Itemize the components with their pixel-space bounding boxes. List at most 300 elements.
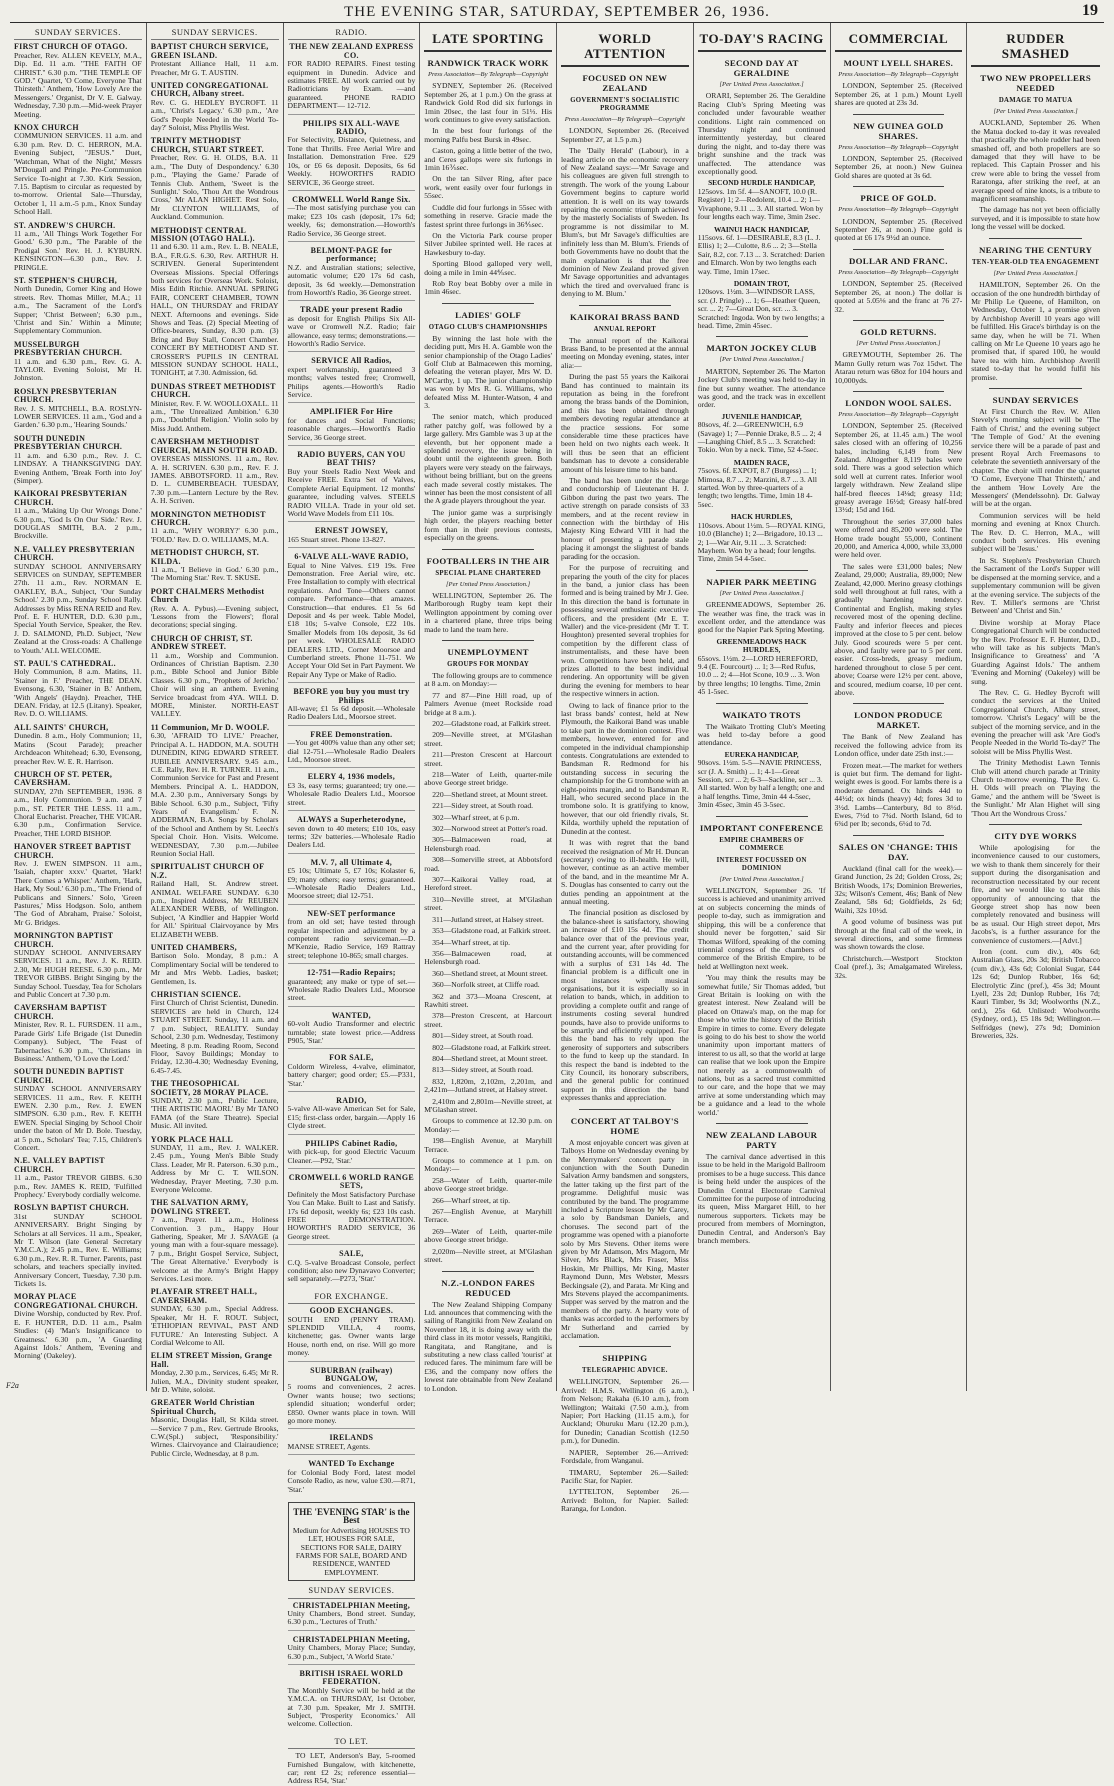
service-listing: [151, 1288, 279, 1347]
story-divider: [442, 640, 534, 641]
columns: [10, 23, 1104, 1786]
story-paragraph: 307—Kaikorai Valley road, at Hereford street.: [424, 875, 552, 893]
column-header: SUNDAY SERVICES.: [151, 28, 279, 40]
listing-name: CHRISTIAN SCIENCE.: [150, 990, 242, 1000]
story-paragraph: MARTON, September 26. The Marton Jockey Club's meeting was held to-day in fine but sunny weather. The attendance was good, and the track was in excellent order.: [697, 366, 826, 410]
ad-body: £5 10s; Ultimate 5, £7 10s; Kolaster 6, £9; many others; easy terms; guaranteed.—Wholesale Radio Dealers Ltd., Moorsoe street; dial 12-751.: [287, 866, 416, 901]
story-paragraph: While apologising for the inconvenience caused to our customers, we wish to thank them sincerely for their support during the disorganisation and reconstruction necessitated by our recent fire, and we would like to take this opportunity of announcing that the George street shop has now been completely renovated and business will be as usual. Our High street depot, Mrs Jacobs's, is a further assurance for the convenience of customers.—[Advt.]: [971, 843, 1100, 945]
story-byline: Press Association—By Telegraph—Copyright: [838, 143, 959, 151]
classified-ad: [288, 859, 416, 905]
story-paragraph: 356—Balmacewen road, at Helensburgh road.: [424, 948, 552, 967]
listing-name: UNITED CHAMBERS,: [150, 943, 237, 953]
listing-name: CAVERSHAM METHODIST CHURCH, MAIN SOUTH ROAD.: [150, 437, 278, 455]
story-paragraph: On the Victoria Park course proper Silver Jubilee sprinted well. He races at Hawkesbury to-day.: [424, 230, 552, 257]
story-divider: [989, 388, 1082, 389]
story-paragraph: 311—Jutland street, at Halsey street.: [432, 914, 544, 924]
story-headline: GOLD RETURNS.: [860, 326, 937, 337]
ad-title: BELMONT-PAGE for performance;: [310, 245, 393, 264]
story-divider: [853, 703, 945, 704]
story-paragraph: 220—Shetland street, at Mount street.: [432, 789, 548, 799]
listing-name: CAVERSHAM BAPTIST CHURCH.: [14, 1003, 107, 1021]
ad-body: Unity Chambers, Bond street. Sunday, 6.30 p.m., 'Lectures of Truth.': [287, 1608, 416, 1627]
ad-body: C.Q. 5-valve Broadcast Console, perfect condition; also new Dynavavo Converter; sell separately.—P273, 'Star.': [287, 1257, 416, 1284]
rudder-sections: [971, 73, 1100, 945]
listing-body: SUNDAY, 27th SEPTEMBER, 1936. 8 a.m., Holy Communion. 9 a.m. and 7 p.m., ST. PETER THE LESS. 11 a.m., Choral Eucharist. Preacher, THE VICAR. 6.30 p.m., Confirmation Service. Preacher, THE LORD BISHOP.: [14, 786, 142, 838]
service-listing: [14, 124, 142, 216]
listing-name: CHURCH OF CHRIST, ST. ANDREW STREET.: [150, 633, 253, 652]
ad-title: FOR SALE,: [329, 1053, 374, 1063]
advertising-box-title: THE 'EVENING STAR' is the Best: [293, 1506, 410, 1526]
section-header: COMMERCIAL: [835, 28, 963, 52]
race-name: MAIDEN RACE,: [733, 457, 790, 467]
story-paragraph: 'You may think the results may be somewhat futile,' Sir Thomas added, 'but Great Britain is looking on with the greatest interest. New Zealand will be placed on Ottawa's map, on the map for those who write the history of the British Empire in times to come. Every delegate is going to do his best to show the world unanimity upon important matters of interest to us all, so that the world at large can realise that we look upon the Empire not merely as a commonwealth of nations, but as a sacred trust committed to our care, and the hope that we may arrive at some understanding which may be a guidance and a lead to the whole world.': [697, 973, 826, 1117]
listing-body: Minister, Rev. R. L. FURSDEN. 11 a.m., Parade Girls' Life Brigade (1st Dunedin Company). Subject, 'The Feast of Tabernacles.' 6.30 p.m., 'Christians in Business.' Anthem, 'O Love the Lord.': [14, 1020, 142, 1063]
listing-body: Protestant Alliance Hall, 11 a.m. Preacher, Mr G. T. AUSTIN.: [150, 59, 279, 77]
story-paragraph: In St. Stephen's Presbyterian Church the Sacrament of the Lord's Supper will be dispensed at the morning service, and a supplementary communion will be given at the evening service. The subjects of the Rev. T. Miller's sermons are 'Christ Between' and 'Christ and Sin.': [971, 555, 1100, 616]
race-result: [698, 413, 826, 455]
ad-body: FOR RADIO REPAIRS. Finest testing equipment in Dunedin. Advice and estimates FREE. All work carried out by Radiotricians by Exam. —and guaranteed. PHONE RADIO DEPARTMENT— 12-712.: [287, 59, 416, 111]
listing-body: SUNDAY SCHOOL ANNIVERSARY SERVICES on SUNDAY, SEPTEMBER 27th. 11 a.m., Rev. NORMAN E. OAKLEY, B.A., Subject, 'Our Sunday School.' 2.30 p.m., Sunday School Rally. Addresses by Miss RENA REID and Rev. Prof. E. F. HUNTER, D.D. 6.30 p.m., Special Youth Service, Speaker, the Rev. J. D. SALMOND, Ph.D. Subject, 'New Zealand at the Cross-roads: A Challenge to Youth.' ALL WELCOME.: [14, 561, 142, 655]
story-paragraph: LONDON, September 25. (Received September 26, at 1 p.m.) Mount Lyell shares are quoted at 23s 3d.: [834, 81, 963, 108]
story-subheadline: ANNUAL REPORT: [593, 325, 657, 333]
service-listing: [14, 388, 142, 430]
story-paragraph: SYDNEY, September 26. (Received September 26, at 1 p.m.) On the grass at Randwick Gold Rod did six furlongs in 1min 20sec, the last four in 51⅓. His work continues to give every satisfaction.: [424, 81, 552, 125]
listing-body: (Rev. A. A. Pybus).—Evening subject, 'Lessons from the Flowers'; floral decorations; special singing.: [150, 603, 279, 630]
listing-body: Minister, Rev. F. W. WOOLLOXALL. 11 a.m., 'The Unrealized Ambition.' 6.30 p.m., 'Doubtful Religion.' Violin solo by Miss Judd. Anthem.: [150, 398, 279, 433]
story-paragraph: 813—Sidey street, at South road.: [432, 1065, 534, 1075]
listing-name: UNITED CONGREGATIONAL CHURCH, Albany street.: [150, 81, 268, 99]
story-divider: [716, 1123, 808, 1124]
listing-body: Dunedin. 8 a.m., Holy Communion; 11, Matins (Scout Parade); preacher Archdeacon Whitehead; 6.30, Evensong, preacher Rev. W. E. R. Harrison.: [14, 731, 142, 766]
story-paragraph: LONDON, September 25. (Received September 26, at noon.) New Guinea Gold shares are quoted at 3s 6d.: [834, 154, 963, 180]
story-paragraph: 269—Water of Leith, quarter-mile above George street bridge.: [424, 1226, 552, 1245]
classified-ad: [288, 1307, 416, 1361]
ad-title: PHILIPS Cabinet Radio,: [305, 1138, 398, 1148]
classified-ad: [288, 120, 416, 191]
race-placings: 125sovs. 1m 5f. 4—SANOFT, 10.0 (R. Register) 1; 2—Redolent, 10.4 ... 2; 1—Vivaphone, 9.11 ... 3. All started. Won by four lengths each way. Time, 3min 2sec.: [697, 186, 824, 222]
ad-body: for Colonial Body Ford, latest model Console Radio, as new, value £30.—R71, 'Star.': [287, 1467, 416, 1494]
ad-title: ALWAYS a Superheterodyne,: [296, 815, 406, 825]
listing-body: Railand Hall, St. Andrew street. ANIMAL WELFARE SUNDAY. 6.30 p.m., Inspired Address, Mr REUBEN ALEXANDER WEBB, of Wellington. Subject, 'A Kindlier and Happier World for All.' Spiritual Clairvoyance by Mrs ELIZABETH WEBB.: [150, 879, 279, 939]
news-story: [424, 549, 552, 634]
story-paragraph: Cuddle did four furlongs in 55sec with something in reserve. Gracie made the fastest sprint three furlongs in 36⅘sec.: [424, 202, 552, 229]
listing-name: METHODIST CHURCH, ST. KILDA.: [150, 548, 259, 566]
news-story: [561, 1109, 689, 1341]
story-divider: [853, 186, 945, 187]
story-divider: [853, 114, 945, 115]
service-listing: [14, 490, 142, 540]
story-subheadline: OTAGO CLUB'S CHAMPIONSHIPS: [428, 323, 548, 331]
ad-body: 60-volt Audio Transformer and electric turntable; state lowest price.—Address P905, 'Star.': [287, 1019, 416, 1046]
story-paragraph: WELLINGTON, September 26.—Arrived: H.M.S. Wellington (6 a.m.), from Nelson; Rakaha (6.10 a.m.), from Wellington; Waitaki (7.50 a.m.), from Napier; Port Hacking (11.15 a.m.), for Auckland; Ohuruku Maru (12.20 p.m.), for Dunedin; Canadian Scottish (12.50 p.m.), for Dunedin.: [561, 1377, 689, 1446]
story-paragraph: Frozen meat.—The market for wethers is quiet but firm. The demand for light-weight ewes is good. For lambs there is a moderate demand. Ox hinds 44d to 44½d; ox hinds (heavy) 4d; fores 3d to 3½d. Lambs—Canterbury, 8d to 8½d. Ewes, 7½d to 7¾d. North Island, 6d to 6¾d per lb; seconds, 6¼d to 7d.: [834, 760, 963, 829]
story-byline: Press Association—By Telegraph—Copyright: [564, 116, 686, 123]
race-name: DOMAIN TROT,: [733, 278, 790, 288]
column-commercial: [831, 23, 968, 1391]
service-listing: [14, 1293, 142, 1360]
listing-body: 11 and 6.30. 11 a.m., Rev. L. B. NEALE, B.A., F.R.G.S. 6.30, Rev. ARTHUR H. SCRIVEN. General Superintendent Overseas Missions. Special Offerings both services for Overseas Work. Soloist, Miss Edith Ritchie. ANNUAL SPRING FAIR, CONCERT CHAMBER, TOWN HALL, ON THURSDAY and FRIDAY NEXT. Afternoons and evenings. Side Shows and Teas. (2) Special Meeting of Office-bearers, Sunday, 8.30 p.m. (3) Bring and Buy Stall, Concert Chamber. CONCERT BY METHODIST AND ST. CROSSER'S PUPILS IN CENTRAL MISSION SUNDAY SCHOOL HALL, TONIGHT, at 7.30. Admission, 6d.: [150, 242, 279, 378]
classified-ad: [288, 1054, 416, 1092]
listing-body: COMMUNION SERVICES. 11 a.m. and 6.30 p.m. Rev. D. C. HERRON, M.A. Evening Subject, "JESUS." Duet, 'Watchman, What of the Night,' Messrs M'Dougall and Pringle. Pre-Communion Service To-night at 7.30. Kirk Session, 7.15. Baptism to circular as requested by to-morrow. Oriental Sale—Thursday, October 1, 11 a.m.-5 p.m., Knox Sunday School Hall.: [14, 131, 142, 217]
news-story: [835, 186, 963, 243]
news-story: [971, 73, 1100, 232]
listing-name: YORK PLACE HALL: [150, 1134, 234, 1144]
section-header: RUDDER SMASHED: [971, 28, 1100, 67]
classified-ad: [288, 969, 416, 1007]
story-paragraph: ORARI, September 26. The Geraldine Racing Club's Spring Meeting was concluded under favourable weather conditions. Light rain commenced on Thursday night and continued intermittently yesterday, but cleared during the night, and to-day there was bright sunshine and the track was unaffected. The attendance was exceptionally good.: [697, 91, 826, 177]
page-number: 19: [1082, 2, 1098, 19]
listing-name: DUNDAS STREET METHODIST CHURCH.: [150, 381, 276, 400]
service-listing: [151, 43, 279, 77]
ad-body: All-wave; £1 5s 6d deposit.—Wholesale Radio Dealers Ltd., Moorsoe street.: [287, 704, 416, 722]
news-story: [561, 305, 689, 1103]
story-paragraph: The sales were £31,000 bales; New Zealand, 29,000; Australia, 89,000; New Zealand, 42,000. Merino greasy clothings sold well throughout at full rates, with a gradually hardening tendency. Continental and English, making styles recovered most of the opening decline. Faulty and inferior fleeces and pieces improved at the close to 5 per cent. below July. Good scoureds were 5 per cent. above, and faulty were par to 5 per cent. easier. Cross-breds, greasy medium, hardened throughout to close 5 per cent. above; Coarse were 12½ per cent. above, and scoured, medium coarse, 10 per cent. above.: [834, 561, 963, 697]
classified-ad: [288, 688, 416, 726]
listing-name: TRINITY METHODIST CHURCH, STUART STREET.: [150, 136, 264, 154]
listing-name: ALL SAINTS' CHURCH,: [14, 722, 109, 732]
corner-mark: F2a: [6, 1381, 19, 1390]
classified-ad: [288, 247, 416, 301]
service-listing: [151, 863, 279, 939]
classified-ad: [288, 1097, 416, 1135]
classified-ad: [288, 196, 416, 242]
world-sections: [561, 73, 689, 1514]
story-paragraph: In the best four furlongs of the morning Palfu best Bursk in 49sec.: [424, 126, 552, 144]
story-paragraph: The 'Daily Herald' (Labour), in a leading article on the economic recovery of New Zealand says:—'Mr Savage and his colleagues are given full strength to strength. The work of the young Labour Government begins to capture world attention. It is well on its way towards repairing the economic triumph achieved by the masterly Socialists of Sweden. Its programme is not dissimilar to M. Blum's, but Mr Savage's difficulties are infinitely less than M. Blum's. Friends of both Governments have no doubt that the main explanation is that the free dominion of New Zealand proved given Mr Savage opportunities and advantages which the tired and overvalued franc is denying to M. Blum.': [561, 146, 689, 299]
race-result: [698, 179, 826, 221]
story-paragraph: The Trinity Methodist Lawn Tennis Club will attend church parade at Trinity Church to-morrow evening. The Rev. G. H. Olds will preach on 'Playing the Game,' and the anthem will be 'Sweet is the Sunlight.' Mr Alan Highet will sing 'Thou Art the Wondrous Cross.': [971, 758, 1100, 818]
exchange-ads: [288, 1307, 416, 1497]
story-paragraph: LONDON, September 25. (Received September 26, at noon.) The dollar is quoted at 5.05⅛ and the franc at 76 27-32.: [834, 279, 963, 314]
classified-ad: [288, 1012, 416, 1050]
section-header: TO-DAY'S RACING: [698, 28, 826, 52]
story-divider: [716, 703, 808, 704]
column-sporting: [420, 23, 557, 1391]
service-listing: [151, 227, 279, 378]
news-story: [835, 703, 963, 828]
ad-body: guaranteed; any make or type of set.—Wholesale Radio Dealers Ltd., Moorsoe street.: [287, 976, 416, 1003]
ad-body: as deposit for English Philips Six All-wave or Cromwell N.Z. Radio; fair allowance, easy terms; demonstrations.—Howorth's Radio Service.: [287, 313, 416, 348]
classified-ad: [288, 1140, 416, 1169]
service-listing: [14, 724, 142, 766]
story-paragraph: The following groups are to commence at 8 a.m. on Monday:—: [424, 670, 552, 689]
ad-title: WANTED,: [331, 1010, 371, 1020]
story-paragraph: The financial position as disclosed by the balance-sheet is satisfactory, showing an increase of £10 15s 4d. The credit balance over that of the previous year, and the current year, after providing for outstanding accounts, will be commenced with a surplus of £31 14s 4d. The financial problem is a difficult one in most instances with musical organisations, but it is especially so in relation to bands, which, in addition to providing a complete outfit and range of instruments costing several hundred pounds, have also to provide uniforms to be smartly and efficiently equipped. For this the band has to rely upon the generosity of supporters and subscribers to the fund to keep up the standard. In this respect the band is indebted to the City Council, its honorary subscribers, and the general public for continued support in this direction the band expresses thanks and appreciation.: [561, 908, 689, 1103]
news-story: [698, 570, 826, 697]
listing-body: 11 a.m., Pastor TREVOR GIBBS. 6.30 p.m., Rev. JAMES K. REID, 'Fulfilled Prophecy.' Everybody cordially welcome.: [14, 1173, 142, 1199]
ad-title: SALE,: [339, 1249, 364, 1259]
story-paragraph: The damage has not yet been officially surveyed, and it is impossible to state how long the vessel will be docked.: [971, 205, 1100, 232]
story-paragraph: HAMILTON, September 26. On the occasion of the one hundredth birthday of Mr Philip Le Queene, of Hamilton, on Wednesday, October 1, a promise given by Archbishop Averill 10 years ago will be fulfilled. His Grace's birthday is on the same day, when he will be 71. When calling on Mr Le Queene 10 years ago he promised that, if spared 100, he would have tea with him. Archbishop Averill stated to-day that he would fulfil his promise.: [971, 280, 1100, 382]
race-result: [698, 459, 826, 509]
story-paragraph: At First Church the Rev. W. Allen Stevely's morning subject will be 'The Faith of Christ,' and the evening subject 'The Temple of God.' At the evening service there will be a parade of past and present Royal Arch Freemasons to celebrate the seventieth anniversary of the chapter. The choir will render the quartet 'O Come, Everyone That Thirsteth,' and the anthem 'How Lovely Are the Messengers' (Mendelssohn). Dr. Galway will be at the organ.: [971, 406, 1100, 509]
story-subheadline: EMPIRE CHAMBERS OF COMMERCE: [719, 836, 804, 852]
race-placings: 115sovs. 6f. 1—DESIRABLE, 8.3 (L. J. Ellis) 1; 2—Culotte, 8.6 ... 2; 3—Stella Sair, 8.2, cor. 7.13 ... 3. Scratched: Darien and Elmarch. Won by two lengths each way. Time, 1min 17sec.: [697, 232, 825, 276]
race-placings: 75sovs. 6f. EXPOT, 8.7 (Burgess) ... 1; Mimosa, 8.7 ... 2; Marzini, 8.7 ... 3. All started. Won by three-quarters of a length; two lengths. Time, 1min 18 4-5sec.: [697, 466, 817, 509]
listing-name: HANOVER STREET BAPTIST CHURCH.: [14, 842, 132, 860]
race-result: [698, 513, 826, 563]
listing-body: 11 a.m. and 6.30 p.m., Rev. J. C. LINDSAY. A THANKSGIVING DAY. Evening Anthem, 'Break Forth into Joy' (Simper).: [14, 450, 142, 485]
ad-title: WANTED To Exchange: [308, 1459, 395, 1469]
ad-title: CHRISTADELPHIAN Meeting,: [292, 1634, 411, 1644]
ad-body: For Selectivity, Distance, Quietness, and Tone that Thrills. Free Aerial Wire and Installation. Demonstration Free. £29 10s, or £6 6s deposit. Deposits, 6s 6d Weekly. HOWORTH'S RADIO SERVICE, 36 George street.: [287, 135, 416, 187]
story-paragraph: LONDON, September 25. (Received September 26, at 11.45 a.m.) The wool sales closed with an offering of 10,256 bales, including 6,149 from New Zealand. Altogether 8,119 bales were sold. There was a good selection which sold well at current rates. Inferior wool largely withdrawn. New Zealand slipe half-bred fleeces 14⅛d; greasy 11d; greasy average 16½d; Greasy half-bred 13½d; 15d and 16d.: [834, 421, 963, 515]
listing-name: KNOX CHURCH: [14, 123, 79, 133]
ad-body: £3 3s, easy terms; guaranteed; try one.—Wholesale Radio Dealers Ltd., Moorsoe street.: [287, 780, 416, 807]
race-name: WAINUI HACK HANDICAP,: [714, 224, 810, 234]
story-byline: Press Association—By Telegraph—Copyright: [427, 71, 549, 78]
listing-body: Holy Communion, 8 a.m. Matins, 11. 'Stainer in F.' Preacher, THE DEAN. Evensong, 6.30, 'Stainer in B.' Anthem, 'With Angels' (Haydn). Preacher, THE DEAN. Friday, at 12.5 (Litany). Speaker, Rev. D. O. WILLIAMS.: [14, 667, 142, 719]
classified-ad: [288, 773, 416, 811]
news-story: [698, 816, 826, 1117]
story-paragraph: 354—Wharf street, at tip.: [432, 937, 511, 947]
ad-title: IRELANDS: [329, 1433, 374, 1443]
story-headline: LONDON PRODUCE MARKET.: [854, 710, 943, 731]
news-story: [424, 303, 552, 543]
story-paragraph: 310—Neville street, at M'Glashan street.: [424, 894, 552, 913]
story-paragraph: On the tan Silver Ring, after pace work, went easily over four furlongs in 55sec.: [424, 174, 552, 201]
ad-title: SERVICE All Radios,: [311, 356, 392, 366]
ad-body: from an old set; have tested through regular inspection and adjustment by a competent radio serviceman.—D. M'Kenzie, Radio Service, 169 Rattray street; telephone 10-865; small charges.: [287, 917, 416, 960]
ad-title: ELERY 4, 1936 models,: [307, 772, 396, 782]
news-story: [835, 249, 963, 314]
column-header: RADIO.: [288, 28, 416, 40]
story-byline: [Per United Press Association.]: [719, 589, 804, 597]
classified-ad: [288, 816, 416, 854]
news-story: [835, 391, 963, 697]
listing-name: ROSLYN PRESBYTERIAN CHURCH.: [14, 386, 117, 405]
story-headline: SALES ON 'CHANGE: THIS DAY.: [838, 841, 958, 862]
service-listing: [151, 438, 279, 505]
story-paragraph: Rob Roy beat Bobby over a mile in 1min 46sec.: [424, 278, 552, 297]
column-radio: [284, 23, 421, 1786]
story-headline: WAIKATO TROTS: [722, 709, 801, 720]
share-list-tail: Iron (cont. cum div.), 40s 6d; Australian Glass, 20s 3d; British Tobacco (cum div.), 43s 6d; Colonial Sugar, £44 12s 6d; Dunlop Rubber, 16s 6d; Electrolytic Zinc (pref.), 45s 3d; Mount Lyell, 23s 2d; Dunlop Rubber, 16s 7d; Kauri Timber, 9s 3d; Woolworths (N.Z., ord.), 25s 6d. Unlisted: Woolworths (Sydney, ord.), £5 18s 9d; Wellington.—Selfridges (new), 27s 9d; Dominion Breweries, 32s.: [971, 946, 1100, 1040]
ad-title: 6-VALVE ALL-WAVE RADIO,: [294, 552, 409, 562]
ad-title: BRITISH ISRAEL WORLD FEDERATION.: [299, 1669, 404, 1687]
news-story: [424, 640, 552, 1265]
column-rudder: [967, 23, 1104, 1391]
column-world: [557, 23, 694, 1514]
sporting-sections: [424, 58, 552, 1393]
story-byline: [Per United Press Association.]: [719, 81, 804, 88]
story-headline: SHIPPING: [602, 1353, 648, 1364]
news-story: [698, 703, 826, 810]
listing-body: Divine Worship, conducted by Rev. Prof. E. F. HUNTER, D.D. 11 a.m., Psalm Studies: (4) 'Man's Insignificance to Greatness.' 6.30 p.m., 'A Guarding Against Idols.' Anthem, 'Evening and Morning' (Oakeley).: [14, 1309, 142, 1361]
story-paragraph: 832, 1,820m, 2,102m, 2,201m, and 2,421m—Jutland street, at Halsey street.: [424, 1076, 552, 1095]
classified-ad: [288, 408, 416, 446]
story-divider: [853, 320, 945, 321]
story-paragraph: GREENMEADOWS, September 26. The weather was fine, the track was in excellent order, and the attendance was good for the Napier Park Spring Meeting.: [697, 600, 826, 635]
service-listing: [151, 1352, 279, 1394]
story-paragraph: 258—Water of Leith, quarter-mile above George street bridge.: [424, 1175, 552, 1194]
listing-body: Monday, 2.30 p.m., Services, 6.45; Mr R. Julien, M.A., Divinity student speaker, Mr D. White, soloist.: [150, 1368, 279, 1394]
listing-body: Rev. C. G. HEDLEY BYCROFT. 11 a.m., 'Christ's Legacy.' 6.30 p.m., 'Are God's People Needed in the World To-day?' Soloist, Miss Phyllis West.: [150, 97, 279, 133]
story-paragraph: Owing to lack of finance prior to the last brass bands' contest, held at New Plymouth, the Kaikorai Band was unable to take part in the dominion contest. Five members, however, entered for and competed in the individual championship contests. Congratulations are extended to Bandsman R. Redmond for his outstanding success in securing the championship for the G trombone with an eight-points margin, and to Bandsman R. Hall, who secured second place in the trombone solo. It is gratifying to know, however, that our old friendly rivals, St. Kilda, worthily upheld the reputation of Dunedin at the contest.: [561, 700, 689, 836]
service-listing: [14, 435, 142, 485]
story-divider: [853, 391, 945, 392]
story-paragraph: Caston, going a little better of the two, and Ceres gallops were six furlongs in 1min 16⅗sec.: [424, 146, 552, 173]
story-paragraph: 305—Balmacewen road, at Helensburgh road.: [424, 835, 552, 853]
services-left-list: [14, 43, 142, 1360]
ad-title: SUBURBAN (railway) BUNGALOW,: [310, 1365, 393, 1384]
exchange-header: FOR EXCHANGE.: [288, 1292, 416, 1304]
service-listing: [151, 588, 279, 630]
listing-body: 7 a.m., Prayer. 11 a.m., Holiness Convention. 3 p.m., Happy Hour Gathering, Speaker, Mr J. SAVAGE (a young man with a four-square message). 7 p.m., Bright Gospel Service, Subject, 'The Great Alternative.' Everybody is welcome at the Army's Bright Happy Services. Lesi more.: [150, 1215, 279, 1284]
listing-body: 11 a.m., 'All Things Work Together For Good.' 6.30 p.m., 'The Parable of the Prodigal Son.' Rev. H. J. KYBURN. KENSINGTON—6.30 p.m., Rev. J. PRINGLE.: [14, 228, 142, 272]
ad-title: RADIO BUYERS, CAN YOU BEAT THIS?: [297, 450, 406, 468]
story-paragraph: 221—Sidey street, at South road.: [432, 801, 534, 811]
story-subheadline: TELEGRAPHIC ADVICE.: [581, 1367, 668, 1375]
listing-name: 11 Communion, Mr D. WOOLF.: [150, 722, 270, 732]
service-listing: [14, 222, 142, 272]
ad-body: —You get 400% value than any other set; dial 12-751.—Wholesale Radio Dealers Ltd., Moorsoe street.: [287, 738, 416, 765]
race-placings: 120sovs. 1½m. 3—WINDSOR LASS, scr. (J. Pringle) ... 1; 6—Heather Queen, scr. ... 2; 7—Great Don, scr. ... 3. Scratched: Ingoda. Won by two lengths; a head. Time, 2min 45sec.: [697, 287, 825, 330]
service-listing: [14, 277, 142, 336]
listing-body: SUNDAY, 2.30 p.m., Public Lecture, 'THE ARTISTIC MAORI.' By Mr TANO FAMA (of the Stare Theatre). Special Music. All invited.: [150, 1095, 279, 1131]
race-name: EUREKA HANDICAP,: [724, 749, 799, 759]
listing-name: ROSLYN BAPTIST CHURCH.: [14, 1203, 129, 1213]
race-result: [698, 280, 826, 330]
news-story: [971, 388, 1100, 818]
listing-name: FIRST CHURCH OF OTAGO.: [14, 42, 128, 52]
ad-title: ERNEST JOWSEY,: [314, 526, 388, 536]
service-listing: [151, 1399, 279, 1458]
story-paragraph: TIMARU, September 26.—Sailed: Pacific Star, for Napier.: [561, 1467, 689, 1485]
classified-ad: [288, 357, 416, 403]
service-listing: [151, 1199, 279, 1283]
ad-body: seven down to 40 meters; £10 10s, easy terms; 32v batteries.—Wholesale Radio Dealers Ltd.: [287, 823, 416, 850]
ad-body: 165 Stuart street. Phone 13-827.: [287, 534, 386, 544]
story-divider: [579, 1346, 671, 1347]
ad-body: Buy your Steels Radio Next Week and Receive FREE. Extra Set of Valves, Complete Aerial Equipment. 12 months' guarantee, including valves. STEELS RADIO VILLA. Trade in your old set. World Wave Models from £11 10s.: [287, 466, 416, 518]
story-paragraph: Groups to commence at 12.30 p.m. on Monday:—: [424, 1116, 552, 1134]
story-paragraph: Christchurch.—Westport Stockton Coal (pref.), 3s; Amalgamated Wireless, 32s.: [834, 953, 963, 980]
race-name: JUVENILE HANDICAP,: [721, 411, 802, 421]
race-placings: 90sovs. 1½m. 5-5—NAVIE PRINCESS, scr (J. A. Smith) ... 1; 4-1—Great Session, scr ... 2; 6-3—Sackline, scr ... 3. All started. Won by half a length; one and a half lengths. Time, 3min 44 4-5sec, 3min 45sec, 3min 45 3-5sec.: [697, 758, 825, 810]
service-listing: [151, 1080, 279, 1130]
listing-body: 11 a.m., 'I Believe in God.' 6.30 p.m., 'The Morning Star.' Rev. T. SKUSE.: [150, 564, 279, 583]
listing-body: 11 a.m., Worship and Communion. Ordinances of Christian Baptism. 2.30 p.m., Bible School and Junior Bible Classes. 6.30 p.m., 'Prophets of Jericho.' Choir will sing an anthem. Evening Service broadcast from 4YA. WILL D. MORE, Minister. NORTH-EAST VALLEY.: [150, 650, 279, 719]
story-headline: FOCUSED ON NEW ZEALAND: [582, 73, 668, 93]
listing-name: N.E. VALLEY PRESBYTERIAN CHURCH.: [14, 544, 135, 563]
story-paragraph: 353—Gladstone road, at Falkirk street.: [432, 926, 551, 936]
service-listing: [14, 1157, 142, 1199]
ad-body: N.Z. and Australian stations; selective, automatic volume; £20 17s 6d cash, deposit, 3s 6d weekly.—Demonstration from Howorth's Radio, 36 George street.: [287, 262, 416, 297]
race-result: [698, 751, 826, 810]
listing-body: 11 a.m. and 6.30 p.m., Rev. G. A. TAYLOR. Evening Soloist, Mr H. Johnston.: [14, 356, 142, 383]
classified-ad: [288, 1636, 416, 1665]
story-divider: [716, 816, 808, 817]
service-listing: [14, 1068, 142, 1152]
service-listing: [151, 635, 279, 719]
service-listing: [14, 660, 142, 719]
story-paragraph: The New Zealand Shipping Company Ltd. announces that commencing with the sailing of Rangitiki from New Zealand on November 18, it is doing away with the third class in its motor vessels, Rangitiki, Rangitata, and Rangitane, and is substituting a new class called 'tourist' at reduced fares. The minimum fare will be £36, and the company now offers the lowest rate obtainable from New Zealand to London.: [424, 1299, 552, 1393]
classified-ad: [288, 910, 416, 964]
ad-body: with pick-up, for good Electric Vacuum Cleaner.—P92, 'Star.': [287, 1147, 416, 1165]
story-headline: DOLLAR AND FRANC.: [849, 255, 948, 266]
ad-body: SOUTH END (PENNY TRAM). SPLENDID VILLA, 4 rooms, kitchenette; gas. Owner wants large House, north end, on rise. Will go more money.: [287, 1314, 416, 1358]
service-listing: [14, 771, 142, 838]
listing-body: SUNDAY, 11 a.m., Rev. J. WALKER. 2.45 p.m., Young Men's Bible Study Class. Leader, Mr R. Paterson. 6.30 p.m., Address by Mr C. T. WILSON. Wednesday, Prayer Meeting, 7.30 p.m. Everyone Welcome.: [150, 1142, 279, 1194]
news-story: [424, 1271, 552, 1393]
race-placings: 110sovs. About 1½m. 5—ROYAL KING, 10.0 (Blanche) 1; 2—Brigadore, 10.13 ... 2; 1—War Air, 9.11 ... 3. Scratched: Mayhem. Won by a head; four lengths. Time, 2min 54 4-5sec.: [697, 520, 826, 564]
listing-name: ST. PAUL'S CATHEDRAL.: [14, 659, 116, 669]
story-paragraph: GREYMOUTH, September 26. The Mamn Gully return was 7oz 15dwt. The Atarau return was 68oz for 104 hours and 10,000yds.: [834, 350, 963, 385]
story-paragraph: 211—Preston Crescent at Harcourt street.: [424, 750, 552, 768]
service-listing: [151, 944, 279, 986]
news-story: [561, 1346, 689, 1513]
listing-body: SUNDAY SCHOOL ANNIVERSARY SERVICES. 11 a.m., Rev. F. KEITH EWEN. 2.30 p.m., Rev. J. EWEN SIMPSON. 6.30 p.m., Rev. F. KEITH EWEN. Special Singing by School Choir under the baton of Mr D. Bole. Tuesday, at 5 p.m., Scholars' Tea; 7.15, Children's Concert.: [14, 1084, 142, 1152]
service-listing: [151, 724, 279, 859]
story-paragraph: The Rev. C. G. Hedley Bycroft will conduct the services at the United Congregational Church, Albany street, tomorrow. 'Christ's Legacy' will be the subject of the morning service, and in the evening the preacher will ask 'Are God's People Needed in the World To-day?' The soloist will be Miss Phyllis West.: [971, 687, 1100, 756]
ad-title: TRADE your present Radio: [300, 305, 403, 315]
story-headline: IMPORTANT CONFERENCE: [699, 822, 824, 833]
story-paragraph: 302—Norwood street at Potter's road.: [432, 824, 548, 834]
story-divider: [989, 824, 1082, 825]
race-placings: 80sovs, 4f. 2—GREENWICH, 6.9 (Savage) 1; 7—Pennie Drake, 8.5 ... 2; 4—Laughing Chief, 8.5 ... 3. Scratched: Tokio. Won by a neck. Time, 52 4-5sec.: [697, 420, 822, 455]
story-paragraph: LONDON, September 25. (Received September 26, at noon.) Fine gold is quoted at £6 17s 9½d an ounce.: [834, 216, 963, 243]
story-byline: Press Association—By Telegraph—Copyright: [838, 71, 959, 78]
ad-body: —The most satisfying purchase you can make; £23 10s cash (deposit, 17s 6d; weekly, 6s; demonstration.—Howorth's Radio Service, 36 George street.: [287, 203, 416, 238]
ad-body: Definitely the Most Satisfactory Purchase You Can Make. Built to Last and Satisfy. 17s 6d deposit, weekly 6s; £23 10s cash. FREE DEMONSTRATION. HOWORTH'S RADIO SERVICE, 36 George street.: [287, 1189, 416, 1241]
story-divider: [853, 835, 945, 836]
story-paragraph: Communion services will be held morning and evening at Knox Church. The Rev. D. C. Herron, M.A., will conduct both services. His evening subject will be 'Jesus.': [971, 510, 1100, 554]
story-headline: PRICE OF GOLD.: [860, 193, 937, 204]
service-listing: [151, 549, 279, 583]
story-paragraph: 302—Wharf street, at 6 p.m.: [432, 812, 520, 822]
story-headline: CONCERT AT TALBOY'S HOME: [570, 1115, 679, 1136]
news-story: [835, 320, 963, 385]
news-story: [835, 58, 963, 108]
listing-name: ST. STEPHEN'S CHURCH,: [14, 275, 118, 285]
ad-body: Coldorm Wireless, 4-valve, eliminator, battery charger; good order; £5.—P331, 'Star.': [287, 1061, 416, 1088]
story-byline: [Per United Press Association.]: [993, 269, 1078, 277]
story-paragraph: For the purpose of recruiting and preparing the youth of the city for places in the band, a junior class has been formed and is being trained by Mr J. Gee. In this direction the band is fortunate in possessing several enthusiastic executive officers, and the president (Mr E. T. Waller) and the vice-president (Mr T. T. Houghton) presented several trophies for competition by the different class of instrumentalists, and these have been won. Competitions have been held, and prizes allotted to the best individual rendering. An opportunity will be given during the evening for members to hear the respective winners in action.: [561, 563, 689, 699]
column-racing: [694, 23, 831, 1391]
story-subheadline: SPECIAL PLANE CHARTERED: [435, 569, 541, 577]
service-listing: [14, 843, 142, 927]
classified-ad: [288, 731, 416, 769]
story-headline: SUNDAY SERVICES: [992, 394, 1079, 405]
race-result: [698, 638, 826, 697]
story-divider: [579, 1109, 671, 1110]
listing-name: MUSSELBURGH PRESBYTERIAN CHURCH.: [14, 339, 123, 358]
story-byline: [Per United Press Association.]: [856, 339, 941, 347]
story-headline: MARTON JOCKEY CLUB: [706, 343, 817, 354]
classified-ad: [288, 1434, 416, 1455]
ad-title: BEFORE you buy you must try Philips: [293, 687, 410, 705]
story-headline: N.Z.-LONDON FARES REDUCED: [441, 1277, 535, 1298]
story-headline: NEW GUINEA GOLD SHARES.: [853, 120, 944, 141]
service-listing: [14, 1204, 142, 1288]
story-headline: KAIKORAI BRASS BAND: [569, 311, 680, 322]
story-byline: [Per United Press Association.]: [993, 108, 1078, 115]
news-story: [971, 238, 1100, 382]
classified-ad: [288, 43, 416, 114]
news-story: [835, 835, 963, 980]
listing-name: MORNINGTON METHODIST CHURCH.: [150, 509, 266, 527]
story-paragraph: WELLINGTON, September 26. The Marlborough Rugby team kept their Wellington appointment by coming over in a chartered plane, three trips being made to land the team here.: [424, 590, 552, 634]
story-paragraph: 804—Shetland street, at Mount street.: [432, 1053, 548, 1063]
story-paragraph: 802—Gladstone road, at Falkirk street.: [432, 1042, 551, 1052]
service-listing: [151, 383, 279, 433]
ad-title: GOOD EXCHANGES.: [309, 1306, 394, 1316]
story-paragraph: Divine worship at Moray Place Congregational Church will be conducted by the Rev. Professor E. F. Hunter, D.D., who will take as his subjects 'Man's Insignificance to Greatness' and 'A Guarding Against Idols.' The anthem 'Evening and Morning' (Oakeley) will be sung.: [971, 617, 1100, 686]
story-paragraph: By winning the last hole with the deciding putt, Mrs H. A. Gamble won the senior championship of the Otago Ladies' Golf Club at Balmacewen this morning, defeating the veteran player, Mrs W. D. M'Carthy, 1 up. The junior championship was won by Mrs R. G. Williams, who defeated Miss M. Hunter-Watson, 4 and 3.: [424, 333, 552, 410]
story-headline: LONDON WOOL SALES.: [845, 397, 952, 408]
listing-name: ST. ANDREW'S CHURCH.: [14, 220, 116, 230]
